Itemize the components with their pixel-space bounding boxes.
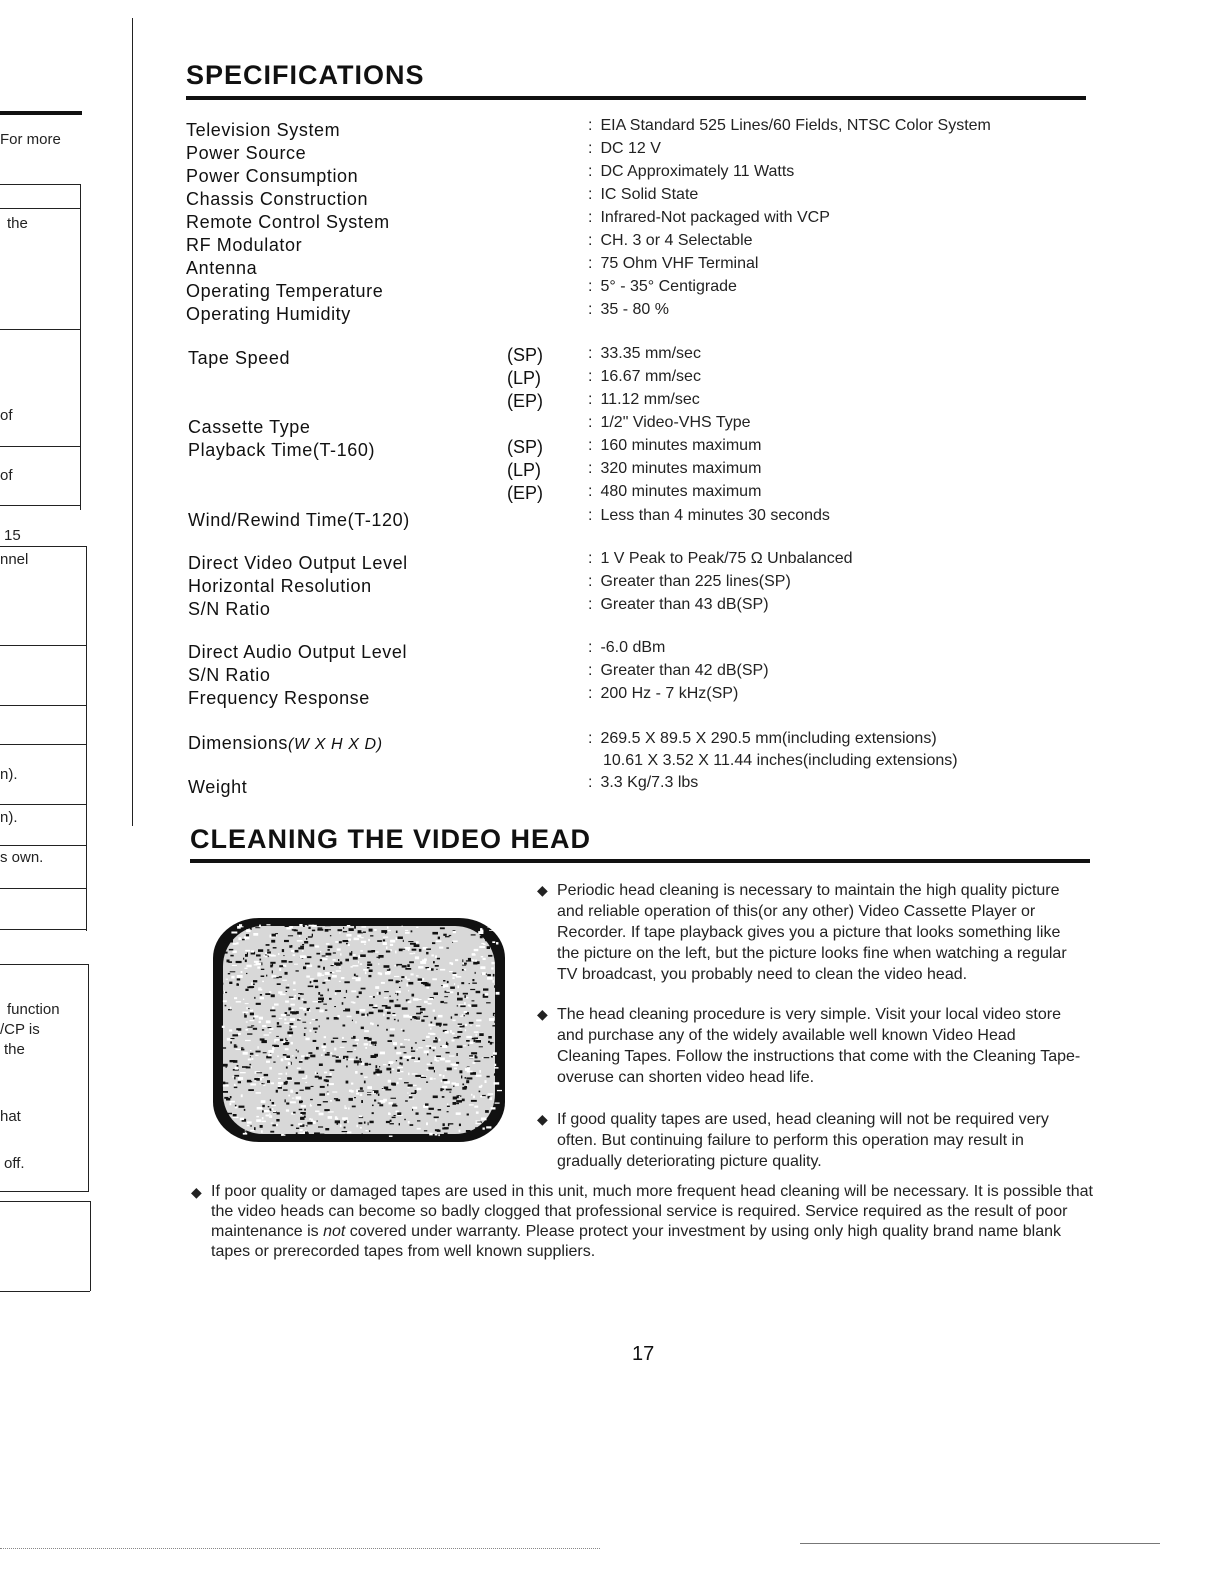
spec-label-text: Playback Time(T-160) [188, 440, 376, 460]
spec-value [588, 163, 794, 181]
spec-colon: : [588, 437, 593, 454]
spec-colon: : [588, 163, 593, 180]
spec-mode: (SP) [507, 345, 543, 365]
spec-colon: : [588, 685, 593, 702]
spec-label-italic: (W X H X D) [288, 736, 383, 753]
spec-label [188, 665, 270, 686]
spec-value [588, 460, 761, 478]
cleaning-bullet-text: If good quality tapes are used, head cleaning will not be required very often. But continuing failure to perform this operation may result in gradually deteriorating picture quality. [557, 1111, 1049, 1170]
fragment-box-line [86, 546, 87, 931]
fragment-box-line [0, 1291, 90, 1292]
cleaning-bullet-text: Periodic head cleaning is necessary to maintain the high quality picture and reliable operation of this(or any other) Video Cassette Player or Recorder. If tape playback gives you a picture that looks something like the picture on the left, but the picture looks fine when watching a regular TV broadcast, you probably need to clean the video head. [557, 882, 1067, 983]
spec-label [186, 258, 257, 279]
noisy-picture-illustration [213, 918, 505, 1142]
spec-value-text: 200 Hz - 7 kHz(SP) [600, 685, 739, 702]
spec-label [186, 235, 302, 256]
spec-value [588, 414, 751, 432]
spec-label-text: Operating Humidity [186, 304, 351, 324]
fragment-text: of [0, 407, 13, 424]
spec-value [588, 483, 761, 501]
spec-colon: : [588, 507, 593, 524]
spec-colon: : [588, 345, 593, 362]
diamond-bullet-icon: ◆ [537, 1006, 548, 1022]
spec-value-text: 16.67 mm/sec [600, 368, 701, 385]
spec-value-text: 11.12 mm/sec [600, 391, 700, 408]
fragment-box-line [90, 1201, 91, 1291]
spec-label [188, 777, 247, 798]
spec-label-text: Wind/Rewind Time(T-120) [188, 510, 410, 530]
spec-colon: : [588, 596, 593, 613]
spec-mode: (EP) [507, 483, 543, 503]
note-text: If poor quality or damaged tapes are used in this unit, much more frequent head cleaning will be necessary. It is possible that the video heads can become so badly clogged that professional service is required. Service required as the result of poor maintenance is [211, 1183, 1093, 1240]
spec-colon: : [588, 391, 593, 408]
spec-value-text: Infrared-Not packaged with VCP [600, 209, 830, 226]
spec-label [186, 281, 383, 302]
spec-label-text: Power Source [186, 143, 307, 163]
cleaning-bullet [537, 1004, 1082, 1088]
spec-colon: : [588, 730, 593, 747]
spec-value-text: Greater than 43 dB(SP) [600, 596, 769, 613]
spec-value [588, 255, 758, 273]
fragment-box-line [0, 804, 86, 805]
spec-value-text: 33.35 mm/sec [600, 345, 701, 362]
spec-label [186, 212, 390, 233]
spec-label [186, 304, 351, 325]
fragment-text: n). [0, 809, 18, 826]
spec-label-text: Direct Audio Output Level [188, 642, 408, 662]
fragment-text: function [7, 1001, 60, 1018]
scan-artifact-line [0, 1548, 600, 1549]
spec-colon: : [588, 186, 593, 203]
spec-label [186, 143, 306, 164]
spec-label [188, 576, 372, 597]
spec-mode: (LP) [507, 368, 542, 388]
spec-colon: : [588, 483, 593, 500]
maintenance-note [191, 1182, 1096, 1262]
cleaning-bullet [537, 880, 1087, 985]
diamond-bullet-icon: ◆ [537, 1111, 548, 1127]
spec-colon: : [588, 255, 593, 272]
spec-value [588, 437, 761, 455]
spec-value [588, 140, 661, 158]
spec-label [188, 642, 407, 663]
page-number: 17 [632, 1343, 655, 1365]
spec-value-continued: 10.61 X 3.52 X 11.44 inches(including extensions) [603, 752, 958, 769]
spec-value [588, 662, 769, 680]
fragment-box-line [0, 184, 80, 185]
spec-label [188, 553, 408, 574]
cleaning-rule [190, 859, 1090, 863]
spec-value-text: -6.0 dBm [600, 639, 666, 656]
fragment-text: the [7, 215, 28, 232]
spec-colon: : [588, 117, 593, 134]
spec-value-text: 320 minutes maximum [600, 460, 762, 477]
spec-mode: (SP) [507, 437, 543, 457]
fragment-box-line [0, 446, 80, 447]
spec-label-text: Television System [186, 120, 341, 140]
cleaning-bullet [537, 1109, 1077, 1172]
spec-label-text: Chassis Construction [186, 189, 369, 209]
fragment-text: /CP is [0, 1021, 40, 1038]
spec-label [186, 166, 358, 187]
spec-value [588, 730, 937, 748]
spec-colon: : [588, 301, 593, 318]
spec-value [588, 345, 701, 363]
fragment-text: For more [0, 131, 61, 148]
spec-label-text: Antenna [186, 258, 258, 278]
fragment-text: nnel [0, 551, 29, 568]
spec-label-text: Power Consumption [186, 166, 359, 186]
fragment-box-line [0, 1201, 90, 1202]
fragment-box-line [0, 645, 86, 646]
spec-value-text: CH. 3 or 4 Selectable [600, 232, 753, 249]
spec-value [588, 391, 700, 409]
spec-value-text: Less than 4 minutes 30 seconds [600, 507, 830, 524]
spec-value-text: 5° - 35° Centigrade [600, 278, 737, 295]
spec-label-text: Operating Temperature [186, 281, 384, 301]
cleaning-title: CLEANING THE VIDEO HEAD [190, 824, 592, 854]
spec-value-text: 269.5 X 89.5 X 290.5 mm(including extensions) [600, 730, 937, 747]
spec-value [588, 368, 701, 386]
fragment-text: 15 [4, 527, 21, 544]
spec-label [188, 417, 311, 438]
spec-value-text: DC 12 V [600, 140, 661, 157]
spec-value-text: EIA Standard 525 Lines/60 Fields, NTSC Color System [600, 117, 991, 134]
diamond-bullet-icon: ◆ [191, 1184, 202, 1200]
spec-label-text: Tape Speed [188, 348, 291, 368]
spec-label [188, 688, 370, 709]
spec-value-text: 35 - 80 % [600, 301, 669, 318]
spec-label [188, 510, 410, 531]
fragment-text: of [0, 467, 13, 484]
spec-value [588, 573, 791, 591]
spec-label-text: Remote Control System [186, 212, 390, 232]
fragment-text: n). [0, 766, 18, 783]
spec-label-text: Weight [188, 777, 248, 797]
fragment-rule [0, 111, 82, 115]
spec-value-text: Greater than 42 dB(SP) [600, 662, 769, 679]
fragment-box-line [88, 964, 89, 1192]
spec-label-text: RF Modulator [186, 235, 303, 255]
spec-colon: : [588, 662, 593, 679]
spec-label-text: S/N Ratio [188, 665, 271, 685]
fragment-box-line [0, 329, 80, 330]
spec-value-text: 160 minutes maximum [600, 437, 762, 454]
spec-colon: : [588, 774, 593, 791]
spec-colon: : [588, 573, 593, 590]
spec-value [588, 507, 830, 525]
spec-value [588, 278, 737, 296]
fragment-text: the [4, 1041, 25, 1058]
fragment-box-line [0, 208, 80, 209]
spec-value-text: IC Solid State [600, 186, 699, 203]
fragment-box-line [0, 929, 86, 930]
spec-colon: : [588, 232, 593, 249]
fragment-box-line [0, 1191, 88, 1192]
spec-value [588, 774, 698, 792]
fragment-text: s own. [0, 849, 44, 866]
spec-value-text: 1/2" Video-VHS Type [600, 414, 751, 431]
spec-label [188, 348, 290, 369]
spec-label [186, 189, 368, 210]
spec-value [588, 550, 853, 568]
spec-colon: : [588, 140, 593, 157]
fragment-box-line [0, 744, 86, 745]
spec-value-text: 1 V Peak to Peak/75 Ω Unbalanced [600, 550, 853, 567]
spec-value-text: Greater than 225 lines(SP) [600, 573, 791, 590]
fragment-box-line [0, 964, 88, 965]
spec-value [588, 685, 738, 703]
spec-label [188, 440, 375, 461]
spec-colon: : [588, 209, 593, 226]
fragment-box-line [0, 705, 86, 706]
spec-value [588, 209, 830, 227]
spec-value-text: 75 Ohm VHF Terminal [600, 255, 759, 272]
spec-value [588, 596, 769, 614]
spec-value-text: DC Approximately 11 Watts [600, 163, 795, 180]
spec-label [188, 599, 270, 620]
spec-value [588, 232, 753, 250]
fragment-box-line [0, 845, 86, 846]
cleaning-bullet-text: The head cleaning procedure is very simple. Visit your local video store and purchase any of the widely available well known Video Head Cleaning Tapes. Follow the instructions that come with the Cleaning Tape-overuse can shorten video head life. [557, 1006, 1081, 1086]
spec-mode: (LP) [507, 460, 542, 480]
spec-colon: : [588, 414, 593, 431]
specifications-title: SPECIFICATIONS [186, 60, 425, 90]
spec-value-text: 480 minutes maximum [600, 483, 762, 500]
spec-value [588, 301, 669, 319]
spec-label [188, 733, 383, 754]
spec-label-text: Cassette Type [188, 417, 311, 437]
spec-label-text: Frequency Response [188, 688, 370, 708]
page-gutter-line [132, 18, 133, 826]
spec-value [588, 117, 991, 135]
tv-static-noise [213, 918, 505, 1142]
diamond-bullet-icon: ◆ [537, 882, 548, 898]
spec-value [588, 186, 698, 204]
spec-colon: : [588, 460, 593, 477]
spec-colon: : [588, 550, 593, 567]
spec-mode: (EP) [507, 391, 543, 411]
note-text: covered under warranty. Please protect your investment by using only high quality brand name blank tapes or prerecorded tapes from well known suppliers. [211, 1223, 1061, 1260]
fragment-box-line [0, 888, 86, 889]
spec-value-text: 3.3 Kg/7.3 lbs [600, 774, 699, 791]
specifications-rule [186, 96, 1086, 100]
fragment-text: off. [4, 1155, 25, 1172]
spec-label-text: Horizontal Resolution [188, 576, 372, 596]
spec-colon: : [588, 639, 593, 656]
spec-value [588, 639, 665, 657]
spec-colon: : [588, 368, 593, 385]
spec-label-text: Dimensions [188, 733, 289, 753]
note-emphasis: not [323, 1223, 346, 1240]
fragment-text: hat [0, 1108, 21, 1125]
scan-artifact-line [800, 1543, 1160, 1544]
fragment-box-line [80, 184, 81, 510]
spec-colon: : [588, 278, 593, 295]
fragment-box-line [0, 505, 80, 506]
fragment-box-line [0, 546, 86, 547]
spec-label [186, 120, 340, 141]
spec-label-text: Direct Video Output Level [188, 553, 408, 573]
spec-label-text: S/N Ratio [188, 599, 271, 619]
